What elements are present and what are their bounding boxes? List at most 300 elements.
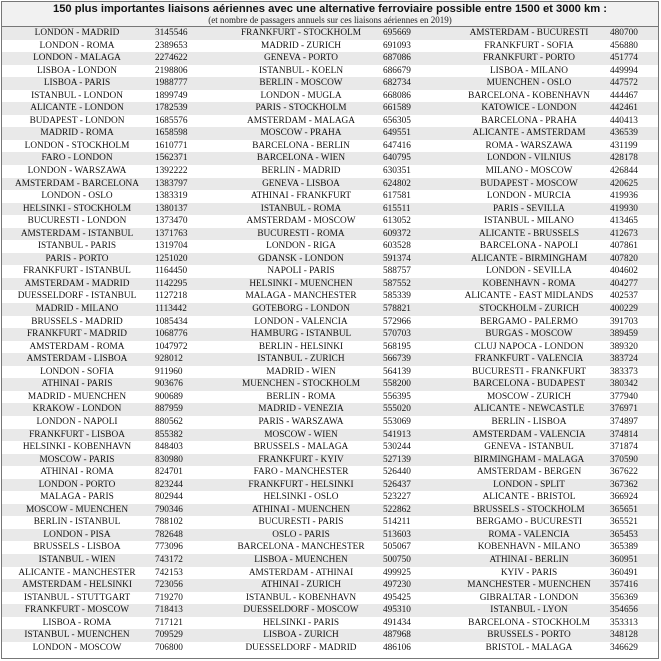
table-row bbox=[2, 454, 658, 467]
route-cell: BUCURESTI - PARIS bbox=[222, 516, 380, 529]
route-cell: BUDAPEST - LONDON bbox=[2, 115, 152, 128]
passengers-cell: 404277 bbox=[607, 278, 658, 291]
passengers-cell: 1383797 bbox=[152, 178, 222, 191]
passengers-cell: 360951 bbox=[607, 554, 658, 567]
table-row bbox=[2, 466, 658, 479]
passengers-cell: 3145546 bbox=[152, 27, 222, 40]
passengers-cell: 782648 bbox=[152, 529, 222, 542]
passengers-cell: 1392222 bbox=[152, 165, 222, 178]
table-row bbox=[2, 215, 658, 228]
table-row bbox=[2, 178, 658, 191]
route-cell: MOSCOW - MUENCHEN bbox=[2, 504, 152, 517]
table-row bbox=[2, 27, 658, 40]
passengers-cell: 686679 bbox=[380, 65, 451, 78]
route-cell: LONDON - NAPOLI bbox=[2, 416, 152, 429]
route-cell: PARIS - SEVILLA bbox=[451, 203, 607, 216]
passengers-cell: 572966 bbox=[380, 316, 451, 329]
route-cell: KRAKOW - LONDON bbox=[2, 403, 152, 416]
passengers-cell: 389459 bbox=[607, 328, 658, 341]
route-cell: BERLIN - HELSINKI bbox=[222, 341, 380, 354]
route-cell: LONDON - MADRID bbox=[2, 27, 152, 40]
passengers-cell: 1142295 bbox=[152, 278, 222, 291]
passengers-cell: 354656 bbox=[607, 604, 658, 617]
route-cell: FRANKFURT - STOCKHOLM bbox=[222, 27, 380, 40]
passengers-cell: 1068776 bbox=[152, 328, 222, 341]
route-cell: ISTANBUL - MILANO bbox=[451, 215, 607, 228]
route-cell: BARCELONA - MANCHESTER bbox=[222, 541, 380, 554]
table-row bbox=[2, 228, 658, 241]
route-cell: FRANKFURT - HELSINKI bbox=[222, 479, 380, 492]
route-cell: FRANKFURT - MADRID bbox=[2, 328, 152, 341]
route-cell: LONDON - SEVILLA bbox=[451, 265, 607, 278]
route-cell: ALICANTE - BRUSSELS bbox=[451, 228, 607, 241]
route-cell: ISTANBUL - MUENCHEN bbox=[2, 629, 152, 642]
route-cell: BARCELONA - WIEN bbox=[222, 152, 380, 165]
passengers-cell: 1085434 bbox=[152, 316, 222, 329]
route-cell: MADRID - ZURICH bbox=[222, 40, 380, 53]
passengers-cell: 2198806 bbox=[152, 65, 222, 78]
passengers-cell: 603528 bbox=[380, 240, 451, 253]
route-cell: AMSTERDAM - BUCURESTI bbox=[451, 27, 607, 40]
passengers-cell: 365389 bbox=[607, 541, 658, 554]
passengers-cell: 2389653 bbox=[152, 40, 222, 53]
route-cell: AMSTERDAM - BERGEN bbox=[451, 466, 607, 479]
route-cell: BARCELONA - BERLIN bbox=[222, 140, 380, 153]
passengers-cell: 377940 bbox=[607, 391, 658, 404]
table-row bbox=[2, 416, 658, 429]
route-cell: GIBRALTAR - LONDON bbox=[451, 592, 607, 605]
passengers-cell: 609372 bbox=[380, 228, 451, 241]
passengers-cell: 790346 bbox=[152, 504, 222, 517]
passengers-cell: 1562371 bbox=[152, 152, 222, 165]
passengers-cell: 591374 bbox=[380, 253, 451, 266]
routes-table bbox=[2, 27, 658, 654]
route-cell: NAPOLI - PARIS bbox=[222, 265, 380, 278]
route-cell: AMSTERDAM - ROMA bbox=[2, 341, 152, 354]
table-row bbox=[2, 190, 658, 203]
route-cell: MALAGA - MANCHESTER bbox=[222, 290, 380, 303]
passengers-cell: 630351 bbox=[380, 165, 451, 178]
route-cell: ISTANBUL - ZURICH bbox=[222, 353, 380, 366]
passengers-cell: 407820 bbox=[607, 253, 658, 266]
route-cell: FRANKFURT - SOFIA bbox=[451, 40, 607, 53]
passengers-cell: 526437 bbox=[380, 479, 451, 492]
table-row bbox=[2, 479, 658, 492]
passengers-cell: 1988777 bbox=[152, 77, 222, 90]
route-cell: HELSINKI - MUENCHEN bbox=[222, 278, 380, 291]
passengers-cell: 742153 bbox=[152, 567, 222, 580]
passengers-cell: 389320 bbox=[607, 341, 658, 354]
passengers-cell: 412673 bbox=[607, 228, 658, 241]
route-cell: MANCHESTER - MUENCHEN bbox=[451, 579, 607, 592]
route-cell: LISBOA - LONDON bbox=[2, 65, 152, 78]
passengers-cell: 513603 bbox=[380, 529, 451, 542]
table-row bbox=[2, 567, 658, 580]
route-cell: GOTEBORG - LONDON bbox=[222, 303, 380, 316]
route-cell: BRISTOL - MALAGA bbox=[451, 642, 607, 655]
table-row bbox=[2, 316, 658, 329]
passengers-cell: 487968 bbox=[380, 629, 451, 642]
table-row bbox=[2, 579, 658, 592]
route-cell: BERLIN - ROMA bbox=[222, 391, 380, 404]
route-cell: ATHINAI - ROMA bbox=[2, 466, 152, 479]
passengers-cell: 367362 bbox=[607, 479, 658, 492]
passengers-cell: 419936 bbox=[607, 190, 658, 203]
passengers-cell: 585339 bbox=[380, 290, 451, 303]
passengers-cell: 374897 bbox=[607, 416, 658, 429]
table-row bbox=[2, 65, 658, 78]
route-cell: LISBOA - ZURICH bbox=[222, 629, 380, 642]
route-cell: LISBOA - MUENCHEN bbox=[222, 554, 380, 567]
passengers-cell: 436539 bbox=[607, 127, 658, 140]
route-cell: HELSINKI - KOBENHAVN bbox=[2, 441, 152, 454]
passengers-cell: 855382 bbox=[152, 429, 222, 442]
route-cell: BIRMINGHAM - MALAGA bbox=[451, 454, 607, 467]
route-cell: MOSCOW - PRAHA bbox=[222, 127, 380, 140]
route-cell: ISTANBUL - PARIS bbox=[2, 240, 152, 253]
passengers-cell: 440413 bbox=[607, 115, 658, 128]
route-cell: BARCELONA - NAPOLI bbox=[451, 240, 607, 253]
route-cell: LISBOA - PARIS bbox=[2, 77, 152, 90]
route-cell: LONDON - RIGA bbox=[222, 240, 380, 253]
passengers-cell: 2274622 bbox=[152, 52, 222, 65]
passengers-cell: 530244 bbox=[380, 441, 451, 454]
route-cell: LONDON - VILNIUS bbox=[451, 152, 607, 165]
table-row bbox=[2, 642, 658, 655]
route-cell: DUESSELDORF - MOSCOW bbox=[222, 604, 380, 617]
passengers-cell: 371874 bbox=[607, 441, 658, 454]
route-cell: ROMA - WARSZAWA bbox=[451, 140, 607, 153]
route-cell: AMSTERDAM - MALAGA bbox=[222, 115, 380, 128]
route-cell: HELSINKI - PARIS bbox=[222, 617, 380, 630]
passengers-cell: 706800 bbox=[152, 642, 222, 655]
passengers-cell: 346629 bbox=[607, 642, 658, 655]
route-cell: LONDON - MUGLA bbox=[222, 90, 380, 103]
passengers-cell: 376971 bbox=[607, 403, 658, 416]
passengers-cell: 1658598 bbox=[152, 127, 222, 140]
table-header bbox=[2, 2, 658, 27]
route-cell: FRANKFURT - ISTANBUL bbox=[2, 265, 152, 278]
passengers-cell: 353313 bbox=[607, 617, 658, 630]
passengers-cell: 380342 bbox=[607, 378, 658, 391]
table-row bbox=[2, 378, 658, 391]
passengers-cell: 613052 bbox=[380, 215, 451, 228]
route-cell: MADRID - VENEZIA bbox=[222, 403, 380, 416]
passengers-cell: 723056 bbox=[152, 579, 222, 592]
table-row bbox=[2, 554, 658, 567]
route-cell: LONDON - PISA bbox=[2, 529, 152, 542]
table-row bbox=[2, 203, 658, 216]
route-cell: ALICANTE - NEWCASTLE bbox=[451, 403, 607, 416]
route-cell: FARO - LONDON bbox=[2, 152, 152, 165]
route-cell: MADRID - ROMA bbox=[2, 127, 152, 140]
route-cell: FRANKFURT - LISBOA bbox=[2, 429, 152, 442]
passengers-cell: 1383319 bbox=[152, 190, 222, 203]
passengers-cell: 480700 bbox=[607, 27, 658, 40]
passengers-cell: 1899749 bbox=[152, 90, 222, 103]
passengers-cell: 366924 bbox=[607, 491, 658, 504]
route-cell: BARCELONA - BUDAPEST bbox=[451, 378, 607, 391]
route-cell: LISBOA - MILANO bbox=[451, 65, 607, 78]
route-cell: FARO - MANCHESTER bbox=[222, 466, 380, 479]
route-cell: ROMA - VALENCIA bbox=[451, 529, 607, 542]
route-cell: MOSCOW - PARIS bbox=[2, 454, 152, 467]
passengers-cell: 617581 bbox=[380, 190, 451, 203]
route-cell: ATHINAI - ZURICH bbox=[222, 579, 380, 592]
passengers-cell: 830980 bbox=[152, 454, 222, 467]
passengers-cell: 647416 bbox=[380, 140, 451, 153]
table-row bbox=[2, 102, 658, 115]
passengers-cell: 1380137 bbox=[152, 203, 222, 216]
route-cell: ALICANTE - LONDON bbox=[2, 102, 152, 115]
passengers-cell: 1610771 bbox=[152, 140, 222, 153]
route-cell: BERLIN - LISBOA bbox=[451, 416, 607, 429]
passengers-cell: 428178 bbox=[607, 152, 658, 165]
route-cell: LONDON - SOFIA bbox=[2, 366, 152, 379]
passengers-cell: 407861 bbox=[607, 240, 658, 253]
passengers-cell: 587552 bbox=[380, 278, 451, 291]
table-row bbox=[2, 290, 658, 303]
passengers-cell: 717121 bbox=[152, 617, 222, 630]
table-row bbox=[2, 592, 658, 605]
route-cell: BARCELONA - STOCKHOLM bbox=[451, 617, 607, 630]
route-cell: HELSINKI - STOCKHOLM bbox=[2, 203, 152, 216]
route-cell: MOSCOW - WIEN bbox=[222, 429, 380, 442]
route-cell: FRANKFURT - MOSCOW bbox=[2, 604, 152, 617]
passengers-cell: 419930 bbox=[607, 203, 658, 216]
passengers-cell: 404602 bbox=[607, 265, 658, 278]
passengers-cell: 365453 bbox=[607, 529, 658, 542]
table-row bbox=[2, 429, 658, 442]
passengers-cell: 823244 bbox=[152, 479, 222, 492]
passengers-cell: 505067 bbox=[380, 541, 451, 554]
route-cell: PARIS - WARSZAWA bbox=[222, 416, 380, 429]
passengers-cell: 522862 bbox=[380, 504, 451, 517]
table-row bbox=[2, 253, 658, 266]
route-cell: ALICANTE - BRISTOL bbox=[451, 491, 607, 504]
route-cell: AMSTERDAM - HELSINKI bbox=[2, 579, 152, 592]
passengers-cell: 357416 bbox=[607, 579, 658, 592]
passengers-cell: 365521 bbox=[607, 516, 658, 529]
route-cell: ALICANTE - EAST MIDLANDS bbox=[451, 290, 607, 303]
passengers-cell: 391703 bbox=[607, 316, 658, 329]
passengers-cell: 413465 bbox=[607, 215, 658, 228]
route-cell: KOBENHAVN - ROMA bbox=[451, 278, 607, 291]
route-cell: BERLIN - MOSCOW bbox=[222, 77, 380, 90]
route-cell: HELSINKI - OSLO bbox=[222, 491, 380, 504]
passengers-cell: 570703 bbox=[380, 328, 451, 341]
table-row bbox=[2, 240, 658, 253]
passengers-cell: 556395 bbox=[380, 391, 451, 404]
table-row bbox=[2, 265, 658, 278]
table-row bbox=[2, 52, 658, 65]
route-cell: AMSTERDAM - LISBOA bbox=[2, 353, 152, 366]
passengers-cell: 444467 bbox=[607, 90, 658, 103]
passengers-cell: 1782539 bbox=[152, 102, 222, 115]
passengers-cell: 402537 bbox=[607, 290, 658, 303]
route-cell: GENEVA - LISBOA bbox=[222, 178, 380, 191]
passengers-cell: 514211 bbox=[380, 516, 451, 529]
passengers-cell: 558200 bbox=[380, 378, 451, 391]
route-cell: LONDON - MALAGA bbox=[2, 52, 152, 65]
passengers-cell: 400229 bbox=[607, 303, 658, 316]
table-row bbox=[2, 391, 658, 404]
route-cell: MILANO - MOSCOW bbox=[451, 165, 607, 178]
route-cell: KATOWICE - LONDON bbox=[451, 102, 607, 115]
passengers-cell: 527139 bbox=[380, 454, 451, 467]
route-cell: BARCELONA - PRAHA bbox=[451, 115, 607, 128]
table-row bbox=[2, 504, 658, 517]
passengers-cell: 719270 bbox=[152, 592, 222, 605]
passengers-cell: 553069 bbox=[380, 416, 451, 429]
route-cell: LISBOA - ROMA bbox=[2, 617, 152, 630]
route-cell: LONDON - VALENCIA bbox=[222, 316, 380, 329]
table-row bbox=[2, 403, 658, 416]
passengers-cell: 911960 bbox=[152, 366, 222, 379]
passengers-cell: 687086 bbox=[380, 52, 451, 65]
route-cell: PARIS - STOCKHOLM bbox=[222, 102, 380, 115]
route-cell: LONDON - MOSCOW bbox=[2, 642, 152, 655]
passengers-cell: 449994 bbox=[607, 65, 658, 78]
table-row bbox=[2, 541, 658, 554]
table-row bbox=[2, 127, 658, 140]
passengers-cell: 1251020 bbox=[152, 253, 222, 266]
route-cell: MADRID - WIEN bbox=[222, 366, 380, 379]
passengers-cell: 365651 bbox=[607, 504, 658, 517]
route-cell: BRUSSELS - MADRID bbox=[2, 316, 152, 329]
table-row bbox=[2, 278, 658, 291]
route-cell: FRANKFURT - VALENCIA bbox=[451, 353, 607, 366]
route-cell: ISTANBUL - LYON bbox=[451, 604, 607, 617]
table-row bbox=[2, 491, 658, 504]
route-cell: LONDON - STOCKHOLM bbox=[2, 140, 152, 153]
passengers-cell: 903676 bbox=[152, 378, 222, 391]
passengers-cell: 1319704 bbox=[152, 240, 222, 253]
route-cell: AMSTERDAM - VALENCIA bbox=[451, 429, 607, 442]
passengers-cell: 495425 bbox=[380, 592, 451, 605]
passengers-cell: 578821 bbox=[380, 303, 451, 316]
passengers-cell: 568195 bbox=[380, 341, 451, 354]
route-cell: MUENCHEN - OSLO bbox=[451, 77, 607, 90]
passengers-cell: 773096 bbox=[152, 541, 222, 554]
route-cell: LONDON - SPLIT bbox=[451, 479, 607, 492]
route-cell: PARIS - PORTO bbox=[2, 253, 152, 266]
passengers-cell: 420625 bbox=[607, 178, 658, 191]
passengers-cell: 356369 bbox=[607, 592, 658, 605]
passengers-cell: 495310 bbox=[380, 604, 451, 617]
passengers-cell: 1685576 bbox=[152, 115, 222, 128]
passengers-cell: 743172 bbox=[152, 554, 222, 567]
route-cell: ISTANBUL - LONDON bbox=[2, 90, 152, 103]
passengers-cell: 1113442 bbox=[152, 303, 222, 316]
route-cell: BARCELONA - KOBENHAVN bbox=[451, 90, 607, 103]
route-cell: GENEVA - PORTO bbox=[222, 52, 380, 65]
passengers-cell: 624802 bbox=[380, 178, 451, 191]
route-cell: AMSTERDAM - ISTANBUL bbox=[2, 228, 152, 241]
passengers-cell: 824701 bbox=[152, 466, 222, 479]
route-cell: BUCURESTI - FRANKFURT bbox=[451, 366, 607, 379]
table-row bbox=[2, 115, 658, 128]
route-cell: ATHINAI - BERLIN bbox=[451, 554, 607, 567]
passengers-cell: 370590 bbox=[607, 454, 658, 467]
passengers-cell: 564139 bbox=[380, 366, 451, 379]
passengers-cell: 887959 bbox=[152, 403, 222, 416]
route-cell: ALICANTE - MANCHESTER bbox=[2, 567, 152, 580]
passengers-cell: 649551 bbox=[380, 127, 451, 140]
passengers-cell: 360491 bbox=[607, 567, 658, 580]
passengers-cell: 848403 bbox=[152, 441, 222, 454]
document-page bbox=[1, 1, 659, 659]
passengers-cell: 1164450 bbox=[152, 265, 222, 278]
passengers-cell: 615511 bbox=[380, 203, 451, 216]
route-cell: OSLO - PARIS bbox=[222, 529, 380, 542]
passengers-cell: 682734 bbox=[380, 77, 451, 90]
route-cell: HAMBURG - ISTANBUL bbox=[222, 328, 380, 341]
passengers-cell: 442461 bbox=[607, 102, 658, 115]
table-row bbox=[2, 328, 658, 341]
route-cell: ATHINAI - PARIS bbox=[2, 378, 152, 391]
passengers-cell: 451774 bbox=[607, 52, 658, 65]
passengers-cell: 456880 bbox=[607, 40, 658, 53]
routes-table-body bbox=[2, 27, 658, 654]
table-row bbox=[2, 341, 658, 354]
route-cell: BERLIN - ISTANBUL bbox=[2, 516, 152, 529]
route-cell: BERLIN - MADRID bbox=[222, 165, 380, 178]
route-cell: BRUSSELS - MALAGA bbox=[222, 441, 380, 454]
route-cell: GENEVA - ISTANBUL bbox=[451, 441, 607, 454]
passengers-cell: 523227 bbox=[380, 491, 451, 504]
route-cell: ISTANBUL - KOBENHAVN bbox=[222, 592, 380, 605]
route-cell: BERGAMO - BUCURESTI bbox=[451, 516, 607, 529]
table-row bbox=[2, 604, 658, 617]
route-cell: GDANSK - LONDON bbox=[222, 253, 380, 266]
route-cell: ISTANBUL - WIEN bbox=[2, 554, 152, 567]
route-cell: MADRID - MUENCHEN bbox=[2, 391, 152, 404]
passengers-cell: 1371763 bbox=[152, 228, 222, 241]
passengers-cell: 668086 bbox=[380, 90, 451, 103]
passengers-cell: 1373470 bbox=[152, 215, 222, 228]
table-row bbox=[2, 516, 658, 529]
route-cell: LONDON - PORTO bbox=[2, 479, 152, 492]
route-cell: MUENCHEN - STOCKHOLM bbox=[222, 378, 380, 391]
route-cell: LONDON - ROMA bbox=[2, 40, 152, 53]
passengers-cell: 802944 bbox=[152, 491, 222, 504]
passengers-cell: 426844 bbox=[607, 165, 658, 178]
route-cell: ISTANBUL - ROMA bbox=[222, 203, 380, 216]
route-cell: AMSTERDAM - MADRID bbox=[2, 278, 152, 291]
passengers-cell: 900689 bbox=[152, 391, 222, 404]
table-title: 150 plus importantes liaisons aériennes avec une alternative ferroviaire possible entre 1500 et 3000 km : bbox=[52, 3, 608, 15]
table-row bbox=[2, 529, 658, 542]
route-cell: LONDON - WARSZAWA bbox=[2, 165, 152, 178]
passengers-cell: 695669 bbox=[380, 27, 451, 40]
route-cell: LONDON - OSLO bbox=[2, 190, 152, 203]
passengers-cell: 374814 bbox=[607, 429, 658, 442]
route-cell: AMSTERDAM - ATHINAI bbox=[222, 567, 380, 580]
passengers-cell: 486106 bbox=[380, 642, 451, 655]
route-cell: KOBENHAVN - MILANO bbox=[451, 541, 607, 554]
route-cell: KYIV - PARIS bbox=[451, 567, 607, 580]
route-cell: MOSCOW - ZURICH bbox=[451, 391, 607, 404]
passengers-cell: 383373 bbox=[607, 366, 658, 379]
table-row bbox=[2, 366, 658, 379]
route-cell: BRUSSELS - STOCKHOLM bbox=[451, 504, 607, 517]
passengers-cell: 526440 bbox=[380, 466, 451, 479]
route-cell: BUDAPEST - MOSCOW bbox=[451, 178, 607, 191]
table-row bbox=[2, 77, 658, 90]
route-cell: FRANKFURT - PORTO bbox=[451, 52, 607, 65]
route-cell: CLUJ NAPOCA - LONDON bbox=[451, 341, 607, 354]
